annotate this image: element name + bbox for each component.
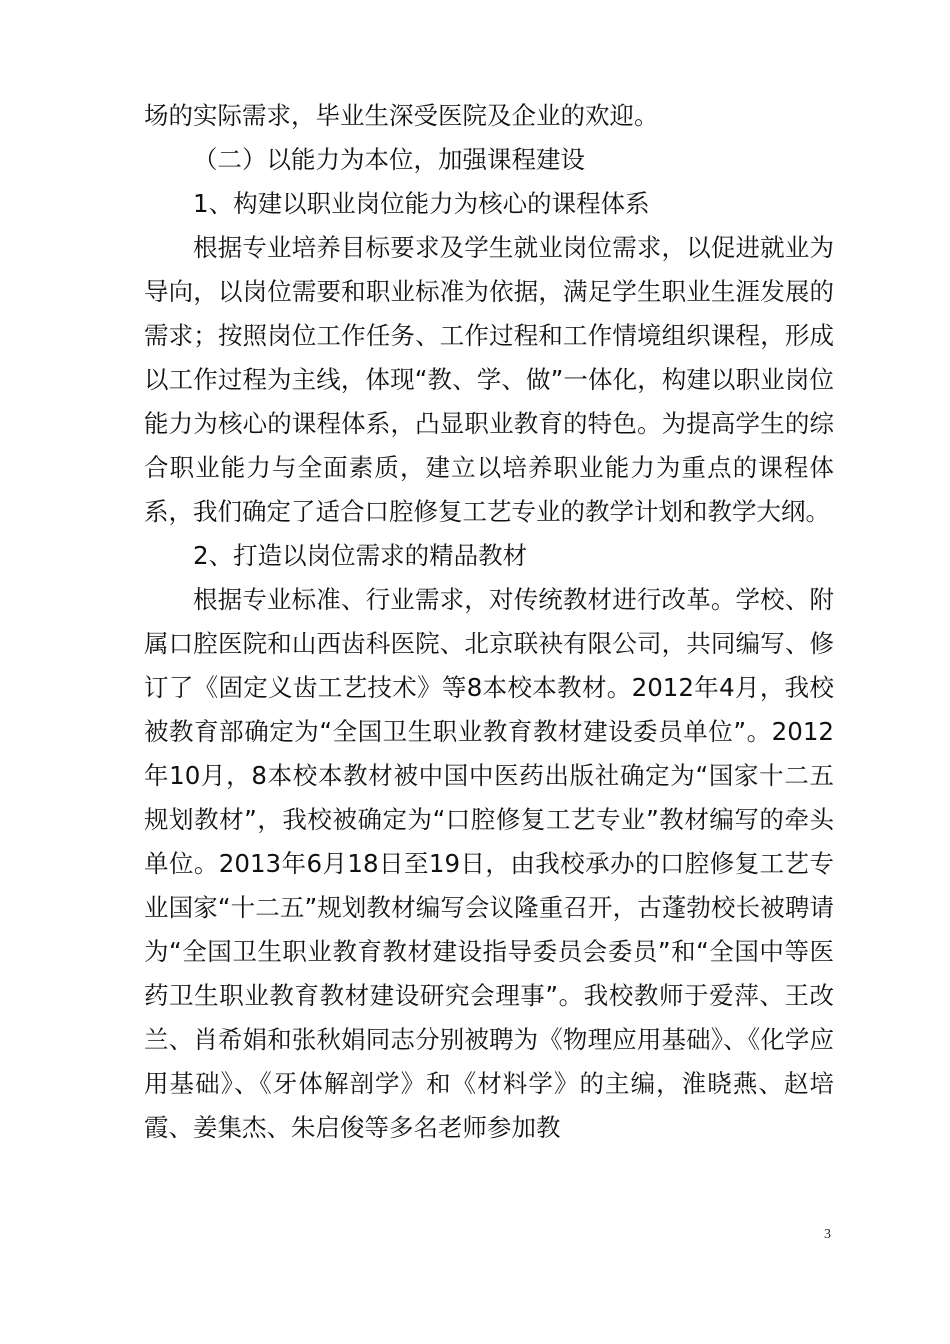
subheading-2: 2、打造以岗位需求的精品教材	[193, 541, 528, 570]
paragraph-curriculum: 根据专业培养目标要求及学生就业岗位需求，以促进就业为导向，以岗位需要和职业标准为依据，满足学生职业生涯发展的需求；按照岗位工作任务、工作过程和工作情境组织课程，形成以工作过程为主线，体现“教、学、做”一体化，构建以职业岗位能力为核心的课程体系，凸显职业教育的特色。为提高学生的综合职业能力与全面素质，建立以培养职业能力为重点的课程体系，我们确定了适合口腔修复工艺专业的教学计划和教学大纲。	[144, 233, 834, 526]
paragraph-1: 场的实际需求，毕业生深受医院及企业的欢迎。	[144, 101, 659, 130]
section-heading-2: （二）以能力为本位，加强课程建设	[193, 145, 585, 174]
subheading-1: 1、构建以职业岗位能力为核心的课程体系	[193, 189, 650, 218]
paragraph-textbooks: 根据专业标准、行业需求，对传统教材进行改革。学校、附属口腔医院和山西齿科医院、北京联袂有限公司，共同编写、修订了《固定义齿工艺技术》等8本校本教材。2012年4月，我校被教育部确定为“全国卫生职业教育教材建设委员单位”。2012年10月，8本校本教材被中国中医药出版社确定为“国家十二五规划教材”，我校被确定为“口腔修复工艺专业”教材编写的牵头单位。2013年6月18日至19日，由我校承办的口腔修复工艺专业国家“十二五”规划教材编写会议隆重召开，古蓬勃校长被聘请为“全国卫生职业教育教材建设指导委员会委员”和“全国中等医药卫生职业教育教材建设研究会理事”。我校教师于爱萍、王改兰、肖希娟和张秋娟同志分别被聘为《物理应用基础》、《化学应用基础》、《牙体解剖学》和《材料学》的主编，淮晓燕、赵培霞、姜集杰、朱启俊等多名老师参加教	[144, 585, 834, 1142]
body-text	[144, 94, 834, 1150]
page-number: 3	[824, 1227, 831, 1242]
